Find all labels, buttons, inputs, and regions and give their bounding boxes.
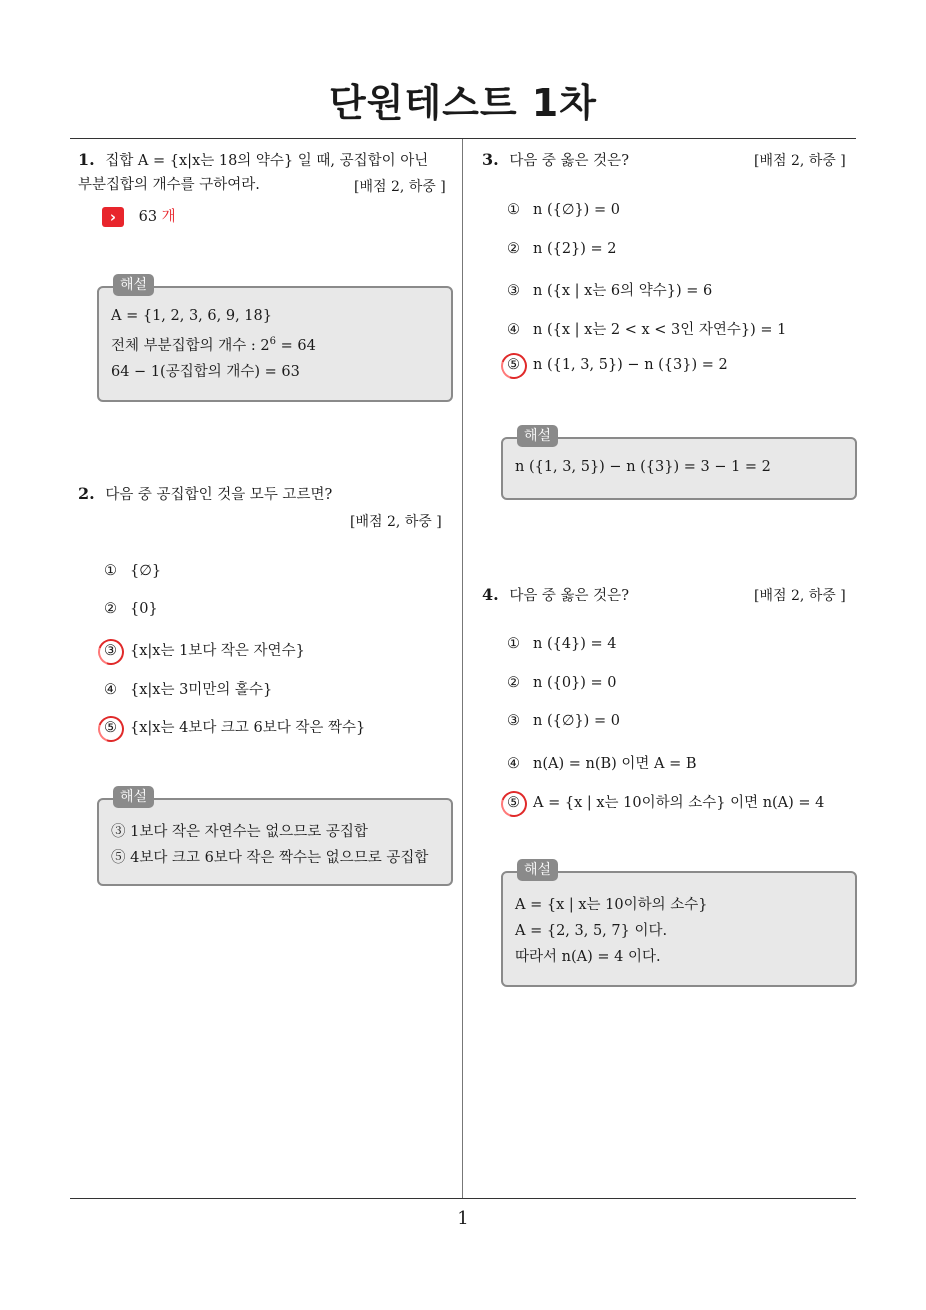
question-text: 다음 중 옳은 것은?: [509, 588, 629, 604]
column-divider: [462, 139, 463, 1199]
solution-line: ③ 1보다 작은 자연수는 없으므로 공집합: [111, 824, 368, 840]
solution-box: [97, 277, 453, 402]
answer-circle-mark: ⑤: [507, 795, 533, 811]
solution-label: 해설: [517, 859, 558, 881]
option-1[interactable]: ① {∅}: [104, 563, 162, 579]
top-rule: [70, 138, 856, 139]
answer-value: 63: [138, 209, 158, 225]
score-label: [배점 2, 하중 ]: [754, 153, 846, 169]
solution-box: [501, 862, 857, 987]
solution-line: A = {1, 2, 3, 6, 9, 18}: [111, 308, 272, 324]
answer-unit: 개: [161, 209, 176, 225]
option-4[interactable]: ④ n ({x | x는 2 < x < 3인 자연수}) = 1: [507, 322, 787, 338]
solution-label: 해설: [517, 425, 558, 447]
solution-line: n ({1, 3, 5}) − n ({3}) = 3 − 1 = 2: [515, 459, 771, 475]
score-label: [배점 2, 하중 ]: [754, 588, 846, 604]
solution-label: 해설: [113, 786, 154, 808]
option-3[interactable]: ③ n ({∅}) = 0: [507, 713, 620, 729]
option-2[interactable]: ② n ({0}) = 0: [507, 675, 617, 691]
question-text-2: 부분집합의 개수를 구하여라.: [78, 177, 260, 193]
question-number: 4.: [482, 585, 499, 604]
solution-label: 해설: [113, 274, 154, 296]
page-title: 단원테스트 1차: [329, 81, 597, 125]
option-1[interactable]: ① n ({4}) = 4: [507, 636, 617, 652]
question-text: 집합 A = {x|x는 18의 약수} 일 때, 공집합이 아닌: [105, 153, 429, 169]
option-5-selected[interactable]: ⑤ A = {x | x는 10이하의 소수} 이면 n(A) = 4: [507, 795, 825, 811]
solution-box: [501, 428, 857, 500]
chevron-right-icon: ›: [102, 207, 124, 227]
answer-circle-mark: ⑤: [507, 357, 533, 373]
option-3[interactable]: ③ n ({x | x는 6의 약수}) = 6: [507, 283, 713, 299]
answer-circle-mark: ③: [104, 643, 130, 659]
solution-line: A = {2, 3, 5, 7} 이다.: [515, 923, 668, 939]
bottom-rule: [70, 1198, 856, 1199]
page-number: 1: [457, 1208, 469, 1229]
solution-box: [97, 789, 453, 886]
solution-line: 64 − 1(공집합의 개수) = 63: [111, 364, 300, 380]
option-4[interactable]: ④ {x|x는 3미만의 홀수}: [104, 682, 273, 698]
solution-line: ⑤ 4보다 크고 6보다 작은 짝수는 없으므로 공집합: [111, 850, 429, 866]
answer-circle-mark: ⑤: [104, 720, 130, 736]
solution-line: 따라서 n(A) = 4 이다.: [515, 949, 661, 965]
option-2[interactable]: ② n ({2}) = 2: [507, 241, 617, 257]
question-number: 3.: [482, 150, 499, 169]
score-label: [배점 2, 하중 ]: [350, 514, 442, 530]
solution-line: 전체 부분집합의 개수 : $2^6 = 64$: [111, 336, 316, 354]
option-5-selected[interactable]: ⑤ {x|x는 4보다 크고 6보다 작은 짝수}: [104, 720, 366, 736]
option-4[interactable]: ④ n(A) = n(B) 이면 A = B: [507, 756, 697, 772]
answer: [102, 205, 176, 227]
solution-line: A = {x | x는 10이하의 소수}: [515, 897, 708, 913]
question-text: 다음 중 공집합인 것을 모두 고르면?: [105, 487, 333, 503]
score-label: [배점 2, 하중 ]: [354, 179, 446, 195]
option-5-selected[interactable]: ⑤ n ({1, 3, 5}) − n ({3}) = 2: [507, 357, 728, 373]
question-number: 2.: [78, 484, 95, 503]
option-2[interactable]: ② {0}: [104, 601, 158, 617]
option-1[interactable]: ① n ({∅}) = 0: [507, 202, 620, 218]
question-number: 1.: [78, 150, 95, 169]
question-text: 다음 중 옳은 것은?: [509, 153, 629, 169]
option-3-selected[interactable]: ③ {x|x는 1보다 작은 자연수}: [104, 643, 305, 659]
question-2: [78, 482, 458, 507]
